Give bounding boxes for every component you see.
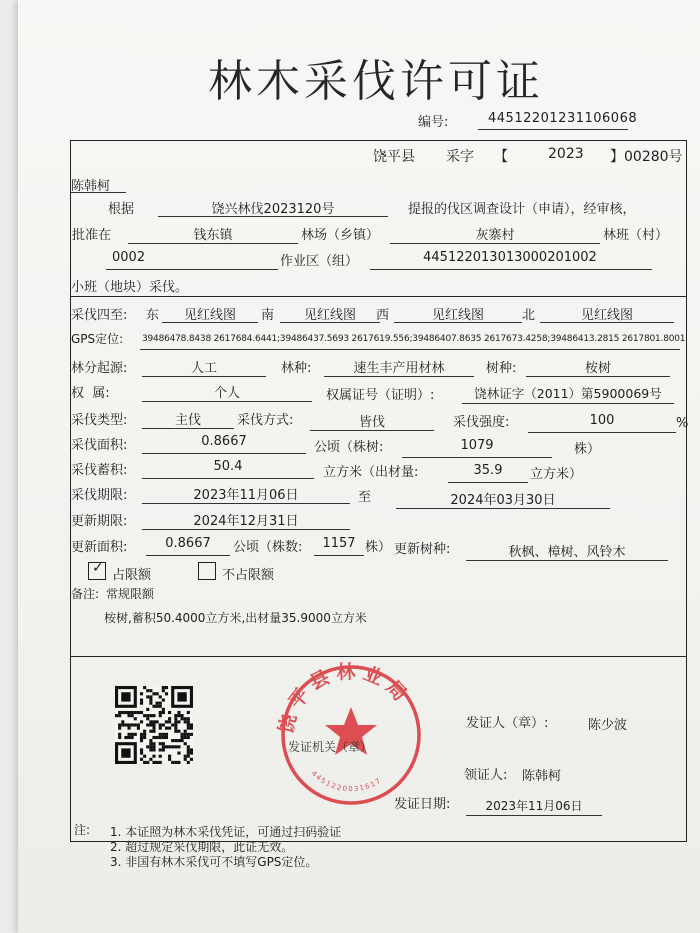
gps-label: GPS定位: [71,332,124,346]
official-seal [266,655,436,805]
receiver-name: 陈韩柯 [522,769,562,784]
basis-text: 提报的伐区调查设计（申请），经审核， [408,202,636,217]
permit-year: 2023 [548,146,584,162]
note-label: 注: [74,823,91,837]
cai-zi: 采字 [446,149,474,165]
document-title: 林木采伐许可证 [208,56,544,107]
renew-trees-unit: 株） [365,540,392,555]
note-3: 3. 非国有林木采伐可不填写GPS定位。 [110,855,318,869]
area-label: 采伐面积: [71,438,128,453]
west-value: 见红线图 [431,308,484,323]
tree-label: 树种: [486,361,517,376]
work-area-value: 445122013013000201002 [423,250,597,265]
renew-trees-value: 1157 [322,536,356,551]
cert-label: 权属证号（证明）: [326,388,435,403]
bracket-close: 】 [610,149,624,165]
renew-period-label: 更新期限: [71,514,128,529]
trees-value: 1079 [460,438,494,453]
method-label: 采伐方式: [237,413,294,428]
owner-value: 个人 [213,386,240,401]
period-end: 2024年03月30日 [450,493,556,508]
type-value: 主伐 [174,413,201,428]
issue-date: 2023年11月06日 [485,799,583,813]
south-value: 见红线图 [303,308,356,323]
forest-label: 林班（村） [603,228,669,243]
seal-code: 4451220031617 [309,769,384,794]
north-label: 北 [522,308,536,323]
percent-sign: % [676,416,689,431]
owner-label: 权 属: [71,386,110,401]
east-value: 见红线图 [183,308,236,323]
bracket-open: 【 [494,149,508,165]
serial-number: 44512201231106068 [488,111,638,126]
subcompartment-text: 小班（地块）采伐。 [71,280,189,295]
ban-value: 0002 [112,250,146,265]
renew-species-value: 秋枫、樟树、风铃木 [508,545,626,560]
origin-label: 林分起源: [71,361,128,376]
trees-unit: 株） [574,442,601,457]
renew-hectare-label: 公顷（株数: [233,540,303,555]
qr-code-icon [110,686,198,764]
m3-label: 立方米（出材量: [323,465,419,480]
tree-value: 桉树 [584,361,611,376]
note-1: 1. 本证照为林木采伐凭证，可通过扫码验证 [110,825,342,839]
remark-label: 备注: [71,587,100,601]
renew-area-value: 0.8667 [165,536,211,551]
approve-label: 批准在 [72,228,112,243]
issuer-label: 发证人（章）: [466,716,549,731]
boundary-label: 采伐四至: [71,308,128,323]
quota-in-checkbox[interactable] [88,562,106,580]
village-value: 灰寨村 [475,228,515,243]
species-cat-value: 速生丰产用材林 [353,361,445,376]
permit-number: 00280号 [624,149,683,165]
west-label: 西 [376,308,390,323]
renew-species-label: 更新树种: [394,542,451,557]
remark-line-1: 常规限额 [106,587,155,601]
m3-unit: 立方米） [530,467,583,482]
work-area-label: 作业区（组） [280,254,359,269]
permit-page [18,0,700,933]
cert-value: 饶林证字（2011）第5900069号 [474,386,662,401]
east-label: 东 [146,308,160,323]
svg-text:4451220031617 [310,769,383,793]
serial-label: 编号: [418,115,449,130]
farm-label: 林场（乡镇） [301,228,380,243]
quota-out-checkbox[interactable] [198,562,216,580]
period-label: 采伐期限: [71,488,128,503]
timber-value: 35.9 [473,463,503,478]
seal-text: 饶平县林业局 [275,660,415,736]
type-label: 采伐类型: [71,413,128,428]
renew-period-value: 2024年12月31日 [193,514,299,529]
intensity-label: 采伐强度: [453,415,510,430]
volume-value: 50.4 [213,459,243,474]
gps-value: 39486478.8438 2617684.6441;39486437.5693 2617619.556;39486407.8635 2617673.4258;39486413.2815 2617801.8001 [142,334,686,344]
area-value: 0.8667 [201,434,247,449]
basis-label: 根据 [108,202,135,217]
renew-area-label: 更新面积: [71,540,128,555]
origin-value: 人工 [190,361,217,376]
quota-in-label: 占限额 [112,568,152,583]
issue-date-label: 发证日期: [394,797,451,812]
checkmark-icon: ✓ [92,560,104,576]
remark-line-2: 桉树,蓄积50.4000立方米,出材量35.9000立方米 [104,611,367,625]
county: 饶平县 [373,149,415,165]
intensity-value: 100 [589,413,615,428]
volume-label: 采伐蓄积: [71,463,128,478]
method-value: 皆伐 [358,415,385,430]
note-2: 2. 超过规定采伐期限，此证无效。 [110,840,294,854]
species-cat-label: 林种: [281,361,312,376]
period-start: 2023年11月06日 [193,488,299,503]
issue-authority: 发证机关（章） [288,740,373,754]
south-label: 南 [261,308,275,323]
hectare-label: 公顷（株树: [314,440,384,455]
basis-value: 饶兴林伐2023120号 [211,202,335,217]
receiver-label: 领证人: [464,768,508,783]
town-value: 钱东镇 [193,228,233,243]
holder-name: 陈韩柯 [71,179,111,194]
to-label: 至 [358,490,372,505]
north-value: 见红线图 [580,308,633,323]
issuer-name: 陈少波 [588,718,628,733]
quota-out-label: 不占限额 [222,568,275,583]
